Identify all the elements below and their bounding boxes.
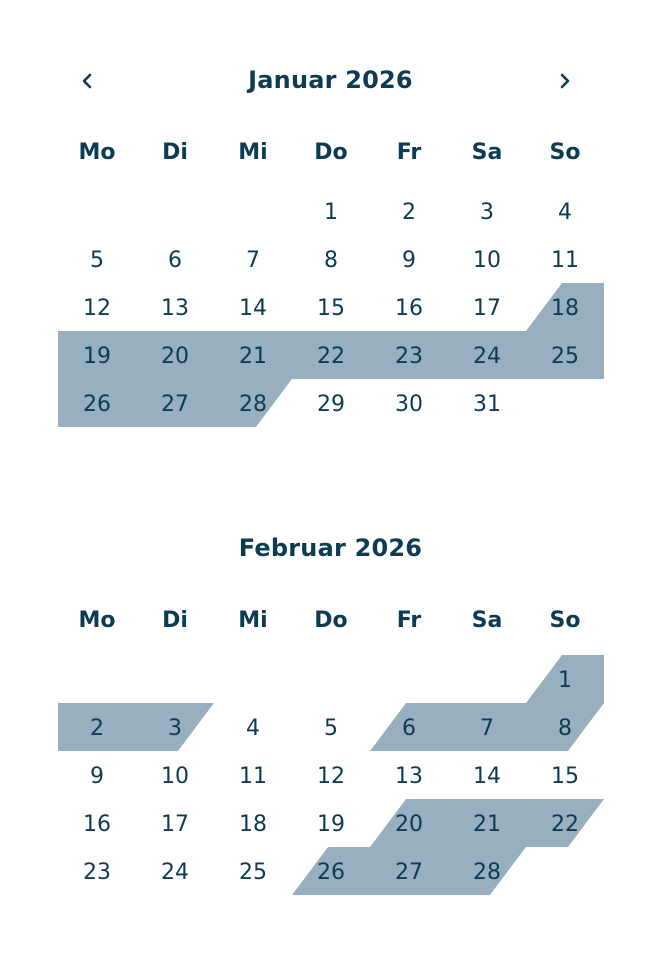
day-cell[interactable]: 11 <box>239 764 267 789</box>
day-cell[interactable]: 10 <box>473 248 501 273</box>
day-cell[interactable]: 9 <box>402 248 416 273</box>
month-title: Februar 2026 <box>238 534 423 562</box>
day-cell[interactable]: 23 <box>83 860 111 885</box>
day-cell[interactable]: 12 <box>83 296 111 321</box>
weekday-header: Do <box>314 608 348 633</box>
day-cell[interactable]: 5 <box>90 248 104 273</box>
day-cell[interactable]: 21 <box>473 812 501 837</box>
weekday-header: Mi <box>238 608 268 633</box>
day-cell[interactable]: 25 <box>551 344 579 369</box>
weekday-header: Do <box>314 140 348 165</box>
weekday-header: Mo <box>78 140 116 165</box>
day-cell[interactable]: 13 <box>395 764 423 789</box>
day-cell[interactable]: 1 <box>558 668 572 693</box>
day-cell[interactable]: 2 <box>402 200 416 225</box>
day-cell[interactable]: 21 <box>239 344 267 369</box>
weekday-header: Fr <box>396 608 422 633</box>
day-cell[interactable]: 17 <box>161 812 189 837</box>
day-cell[interactable]: 31 <box>473 392 501 417</box>
day-cell[interactable]: 1 <box>324 200 338 225</box>
day-cell[interactable]: 16 <box>83 812 111 837</box>
day-cell[interactable]: 6 <box>402 716 416 741</box>
weekday-header: Mo <box>78 608 116 633</box>
day-cell[interactable]: 22 <box>317 344 345 369</box>
day-cell[interactable]: 9 <box>90 764 104 789</box>
day-cell[interactable]: 30 <box>395 392 423 417</box>
day-cell[interactable]: 3 <box>168 716 182 741</box>
day-cell[interactable]: 18 <box>551 296 579 321</box>
day-cell[interactable]: 28 <box>239 392 267 417</box>
day-cell[interactable]: 19 <box>317 812 345 837</box>
day-cell[interactable]: 7 <box>480 716 494 741</box>
day-cell[interactable]: 28 <box>473 860 501 885</box>
day-cell[interactable]: 10 <box>161 764 189 789</box>
day-cell[interactable]: 26 <box>317 860 345 885</box>
day-cell[interactable]: 20 <box>395 812 423 837</box>
day-cell[interactable]: 24 <box>161 860 189 885</box>
day-cell[interactable]: 27 <box>161 392 189 417</box>
day-cell[interactable]: 14 <box>473 764 501 789</box>
day-cell[interactable]: 23 <box>395 344 423 369</box>
day-cell[interactable]: 29 <box>317 392 345 417</box>
day-cell[interactable]: 22 <box>551 812 579 837</box>
day-cell[interactable]: 14 <box>239 296 267 321</box>
day-cell[interactable]: 12 <box>317 764 345 789</box>
weekday-header: So <box>549 608 581 633</box>
day-cell[interactable]: 7 <box>246 248 260 273</box>
day-cell[interactable]: 13 <box>161 296 189 321</box>
weekday-header: So <box>549 140 581 165</box>
day-cell[interactable]: 20 <box>161 344 189 369</box>
weekday-header: Sa <box>471 140 503 165</box>
day-cell[interactable]: 15 <box>317 296 345 321</box>
day-cell[interactable]: 2 <box>90 716 104 741</box>
day-cell[interactable]: 25 <box>239 860 267 885</box>
day-cell[interactable]: 17 <box>473 296 501 321</box>
day-cell[interactable]: 16 <box>395 296 423 321</box>
weekday-header: Sa <box>471 608 503 633</box>
day-cell[interactable]: 24 <box>473 344 501 369</box>
day-cell[interactable]: 4 <box>558 200 572 225</box>
day-cell[interactable]: 15 <box>551 764 579 789</box>
day-cell[interactable]: 18 <box>239 812 267 837</box>
day-cell[interactable]: 11 <box>551 248 579 273</box>
day-cell[interactable]: 8 <box>558 716 572 741</box>
day-cell[interactable]: 26 <box>83 392 111 417</box>
day-cell[interactable]: 27 <box>395 860 423 885</box>
day-cell[interactable]: 19 <box>83 344 111 369</box>
day-cell[interactable]: 4 <box>246 716 260 741</box>
weekday-header: Mi <box>238 140 268 165</box>
day-cell[interactable]: 6 <box>168 248 182 273</box>
day-cell[interactable]: 5 <box>324 716 338 741</box>
weekday-header: Fr <box>396 140 422 165</box>
day-cell[interactable]: 8 <box>324 248 338 273</box>
day-cell[interactable]: 3 <box>480 200 494 225</box>
weekday-header: Di <box>162 140 188 165</box>
weekday-header: Di <box>162 608 188 633</box>
month-title: Januar 2026 <box>248 66 413 94</box>
